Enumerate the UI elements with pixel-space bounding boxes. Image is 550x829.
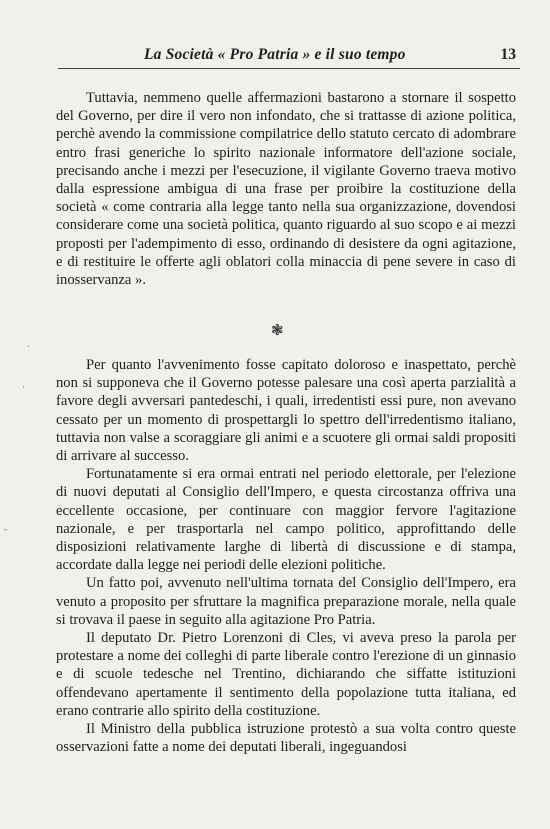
scan-speck: ` [27, 344, 30, 354]
running-header [58, 46, 520, 69]
paragraph: Il Ministro della pubblica istruzione protestò a sua volta contro queste osservazioni fatte a nome dei deputati liberali, ingeguandosi [56, 721, 516, 756]
paragraph: Tuttavia, nemmeno quelle affermazioni bastarono a stornare il sospetto del Governo, per dire il vero non infondato, che si trattasse di azione politica, perchè avendo la commissione compilatrice dello statuto cercato di adombrare entro frasi generiche lo spirito nazionale informatore dell'azione sociale, precisando anche i mezzi per l'esecuzione, il vigilante Governo traeva motivo dalla espressione ambigua di una frase per proibire la costituzione della società « come contraria alla legge tanto nella sua organizzazione, dovendosi considerare come una società politica, quanto riguardo al suo scopo e ai mezzi proposti per l'adempimento di esso, ordinando di desistere da ogni agitazione, e di restituire le offerte agli oblatori colla minaccia di pene severe in caso di inosservanza ». [56, 90, 516, 289]
paragraph: Fortunatamente si era ormai entrati nel periodo elettorale, per l'elezione di nuovi deputati al Consiglio dell'Impero, e questa circostanza offriva una eccellente occasione, per continuare con maggior fervore l'agitazione nazionale, e per trasportarla nel campo politico, approfittando delle disposizioni relativamente larghe di libertà di discussione e di stampa, accordate dalla legge nei periodi delle elezioni politiche. [56, 466, 516, 574]
paragraph: Il deputato Dr. Pietro Lorenzoni di Cles, vi aveva preso la parola per protestare a nome dei colleghi di parte liberale contro l'erezione di un ginnasio e di scuole tedesche nel Trentino, dichiarando che siffatte istituzioni offendevano apertamente il sentimento della popolazione tutta italiana, ed erano contrarie allo spirito della costituzione. [56, 630, 516, 719]
scan-speck: - [4, 524, 7, 534]
flower-ornament-icon: ❃ [271, 323, 284, 339]
running-title: La Società « Pro Patria » e il suo tempo [144, 46, 406, 63]
text-block-bottom [56, 356, 516, 756]
paragraph: Un fatto poi, avvenuto nell'ultima tornata del Consiglio dell'Impero, era venuto a proposito per sfruttare la magnifica preparazione morale, nella quale si trovava il paese in seguito alla agitazione Pro Patria. [56, 575, 516, 628]
text-block-top [56, 89, 516, 289]
scan-speck: · [22, 382, 25, 392]
paragraph: Per quanto l'avvenimento fosse capitato doloroso e inaspettato, perchè non si supponeva che il Governo potesse palesare una così aperta parzialità a favore degli avversari pantedeschi, i quali, irredentisti essi pure, non avevano cessato per un momento di prospettargli lo spettro dell'irredentismo italiano, tuttavia non valse a scoraggiare gli animi e a scuotere gli ormai saldi propositi di arrivare al successo. [56, 357, 516, 465]
page-number: 13 [500, 46, 516, 63]
